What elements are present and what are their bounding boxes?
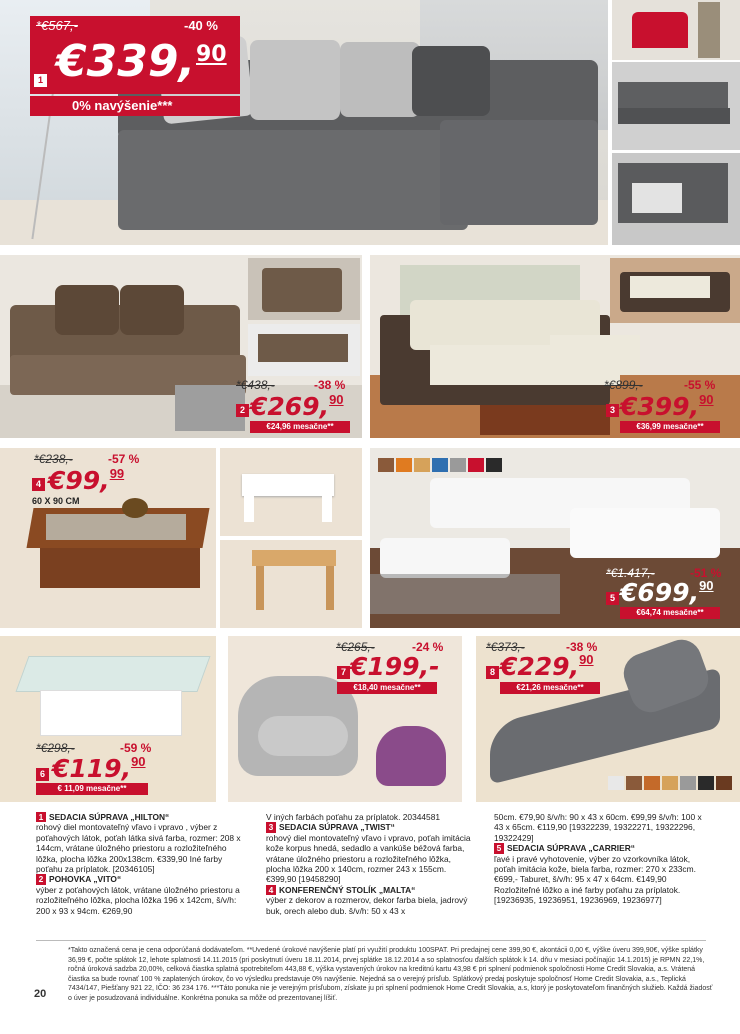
p4-number-badge: 4 [32, 478, 45, 491]
p3-discount: -55 % [684, 378, 716, 392]
p7-number-badge: 7 [337, 666, 350, 679]
desc-4-text: výber z dekorov a rozmerov, dekor farba biela, jadrový buk, orech alebo dub. š/v/h: 50 x 43 x [266, 895, 468, 916]
p2-old-price: *€438,- [236, 378, 275, 392]
p2-discount: -38 % [314, 378, 346, 392]
p4-detail-photo-1 [220, 448, 362, 536]
p1-discount: -40 % [184, 18, 218, 33]
p5-swatch [468, 458, 484, 472]
p5-swatch [486, 458, 502, 472]
footer-divider [36, 940, 706, 941]
desc-col2-intro: V iných farbách poťahu za príplatok. 20344581 [266, 812, 441, 822]
p8-price: €229,90 [500, 652, 594, 681]
p3-number-badge: 3 [606, 404, 619, 417]
p7-discount: -24 % [412, 640, 444, 654]
p2-monthly: €24,96 mesačne** [250, 421, 350, 433]
p8-swatch [662, 776, 678, 790]
p2-price: €269,90 [250, 392, 344, 421]
p3-price-cents: 90 [699, 392, 714, 407]
p1-detail-photo-1 [612, 0, 740, 60]
p5-monthly: €64,74 mesačne** [620, 607, 720, 619]
desc-4-title: 4 KONFERENČNÝ STOLÍK „MALTA“ [266, 885, 476, 895]
p5-old-price: *€1.417,- [606, 566, 655, 580]
p5-price-cents: 90 [699, 578, 714, 593]
p1-price: €339, [56, 36, 196, 87]
desc-3-title: 3 SEDACIA SÚPRAVA „TWIST“ [266, 822, 476, 832]
p1-old-price: *€567,- [36, 18, 78, 33]
p7-old-price: *€265,- [336, 640, 375, 654]
page-number: 20 [34, 988, 47, 1000]
p1-financing: 0% navýšenie*** [72, 98, 173, 113]
p8-price-cents: 90 [579, 652, 594, 667]
p6-old-price: *€298,- [36, 741, 75, 755]
desc-column-2 [266, 812, 476, 916]
desc-3-text: rohový diel montovateľný vľavo i vpravo, poťah imitácia kože korpus hnedá, sedadlo a vankúše béžová farba, vrátane úložného priestoru a rozložiteľného lôžka, plocha lôžka 200 x 140cm, rozmer 243 x 155cm. €399,90 [19458290] [266, 832, 471, 885]
p5-swatch [378, 458, 394, 472]
p2-detail-photo-1 [248, 258, 360, 320]
p6-number-badge: 6 [36, 768, 49, 781]
p8-old-price: *€373,- [486, 640, 525, 654]
p4-price-cents: 99 [109, 466, 125, 481]
p5-swatch [396, 458, 412, 472]
p8-swatch [698, 776, 714, 790]
desc-5-title: 5 SEDACIA SÚPRAVA „CARRIER“ [494, 843, 704, 853]
p1-price-cents: 90 [196, 42, 227, 67]
p7-price: €199,- [350, 652, 440, 681]
p5-swatch [450, 458, 466, 472]
p6-price: €119,90 [52, 754, 146, 783]
p5-number-badge: 5 [606, 592, 619, 605]
p5-swatch [414, 458, 430, 472]
p3-detail-photo [610, 258, 740, 323]
p5-price: €699,90 [620, 578, 714, 607]
p3-price: €399,90 [620, 392, 714, 421]
p4-size: 60 X 90 CM [32, 496, 80, 506]
p6-discount: -59 % [120, 741, 152, 755]
p8-swatch [680, 776, 696, 790]
p1-detail-photo-3 [612, 153, 740, 245]
p5-discount: -51 % [690, 566, 722, 580]
p4-price: €99,99 [48, 466, 125, 495]
p8-number-badge: 8 [486, 666, 499, 679]
p8-monthly: €21,26 mesačne** [500, 682, 600, 694]
desc-2-text: výber z poťahových látok, vrátane úložného priestoru a rozložiteľného lôžka, plocha lôžka 196 x 142cm, š/v/h: 200 x 93 x 94cm. €269,90 [36, 884, 240, 916]
p8-swatch [608, 776, 624, 790]
p2-price-cents: 90 [329, 392, 344, 407]
p8-discount: -38 % [566, 640, 598, 654]
desc-2-title: 2 POHOVKA „VITO“ [36, 874, 248, 884]
p8-swatch [626, 776, 642, 790]
p3-monthly: €36,99 mesačne** [620, 421, 720, 433]
p3-old-price: *€899,- [604, 378, 643, 392]
p4-detail-photo-2 [220, 540, 362, 628]
desc-column-1 [36, 812, 248, 916]
p5-swatch [432, 458, 448, 472]
desc-col3-intro: 50cm. €79,90 š/v/h: 90 x 43 x 60cm. €99,99 š/v/h: 100 x 43 x 65cm. €119,90 [19322239, 19322271, 19322296, 19322429] [494, 812, 702, 843]
desc-1-text: rohový diel montovateľný vľavo i vpravo , výber z poťahových látok, poťah látka sivá farba, rozmer: 208 x 144cm, vrátane úložného priestoru a rozložiteľného lôžka, plocha lôžka 200x138cm. €339,90 Iné farby poťahu za príplatok. [20346105] [36, 822, 241, 875]
desc-1-title: 1 SEDACIA SÚPRAVA „HILTON“ [36, 812, 248, 822]
p8-swatch [644, 776, 660, 790]
p2-number-badge: 2 [236, 404, 249, 417]
p1-number-badge: 1 [34, 74, 47, 87]
desc-column-3 [494, 812, 704, 906]
p4-old-price: *€238,- [34, 452, 73, 466]
p2-detail-photo-2 [248, 324, 360, 376]
p6-monthly: € 11,09 mesačne** [36, 783, 148, 795]
p1-detail-photo-2 [612, 62, 740, 150]
p4-discount: -57 % [108, 452, 140, 466]
p7-monthly: €18,40 mesačne** [337, 682, 437, 694]
desc-5-text: ľavé i pravé vyhotovenie, výber zo vzorkovníka látok, poťah imitácia kože, biela farba, rozmer: 270 x 233cm. €699,- Taburet, š/v/h: 95 x 47 x 64cm. €149,90 Rozložiteľné lôžko a iné farby poťahu za príplatok. [19236935, 19236951, 19236969, 19236977] [494, 853, 696, 906]
p8-swatch [716, 776, 732, 790]
p6-price-cents: 90 [131, 754, 146, 769]
footnote: *Takto označená cena je cena odporúčaná dodávateľom. **Uvedené úrokové navýšenie platí pri využití produktu 100SPAT. Pri predajnej cene 399,90 €, akontácii 0,00 €, výške úveru 399,90€, výške splátky 36,99 €, počte splátok 12, lehote splatnosti 14.11.2015 (pri poskytnutí úveru 18.11.2014, prvej splátke 18.12.2014 a so splatnosťou ďalších splátok k 14. dňu v mesiaci počínajúc 14.1.2015) je RPMN 22,1%, ročná úroková sadzba 20,00%, celková čiastka splatná spotrebiteľom 443,88 €, výška vystavených úrokov na kreditnú kartu 43,98 € pri splnení podmienok spoločnosti Home Credit Slovakia, a.s. Vrátená čiastka sa bude rovnať 100 % zaplatených úrokov, čo vo výsledku predstavuje 0% navýšenie. Nejedná sa o verejný prísľub. Splátkový predaj poskytuje spoločnosť Home Credit Slovakia, a.s., Teplická 7434/147, Piešťany 921 22, IČO: 36 234 176. ***Táto ponuka nie je verejným prísľubom, získate ju pri splnení podmienok Home Credit Slovakia, a.s, ktorý je poskytovateľom finančných služieb. Každá žiadosť o úver je posudzovaná individuálne. Konkrétna ponuka sa môže od prezentovanej líšiť. [68, 947, 713, 1002]
